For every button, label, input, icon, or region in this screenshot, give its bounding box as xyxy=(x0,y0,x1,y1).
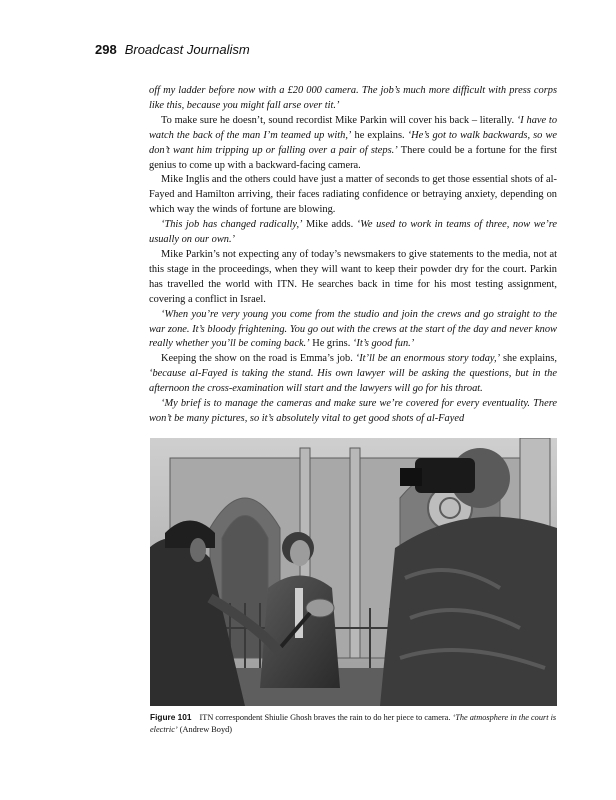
narrative-text: There could be a fortune for the first genius to come up with a backward-facing camera. xyxy=(149,144,557,171)
quote-text: ‘My brief is to manage the cameras and make sure we’re covered for every eventuality. There won’t be many pictures, so it’s absolutely vital to get good shots of al-Fayed xyxy=(149,398,557,424)
quote-text: ‘We used to work in teams of three, now we’re usually on our own.’ xyxy=(149,219,557,246)
quote-text: off my ladder before now with a £20 000 camera. The job’s much more difficult with press corps like this, because you might fall arse over tit.’ xyxy=(149,85,557,111)
figure-photo xyxy=(150,438,557,706)
figure-caption xyxy=(150,712,557,735)
caption-quote: ‘The atmosphere in the court is electric’ xyxy=(150,713,557,734)
quote-text: ‘It’ll be an enormous story today,’ xyxy=(355,353,501,365)
caption-text: ITN correspondent Shiulie Ghosh braves the rain to do her piece to camera. xyxy=(199,713,453,722)
paragraph-4 xyxy=(149,218,557,248)
body-text xyxy=(149,84,557,427)
paragraph-7 xyxy=(149,352,557,397)
quote-text: ‘When you’re very young you come from the studio and join the crews and go straight to the war zone. It’s bloody frightening. You go out with the crews at the start of the day and never know really whether you’ll be coming back.’ xyxy=(149,308,557,350)
paragraph-2 xyxy=(149,114,557,174)
paragraph-5 xyxy=(149,248,557,308)
quote-text: ‘It’s good fun.’ xyxy=(352,338,415,350)
narrative-text: To make sure he doesn’t, sound recordist Mike Parkin will cover his back – literally. xyxy=(161,114,517,126)
narrative-text: Keeping the show on the road is Emma’s job. xyxy=(161,353,356,365)
quote-text: ‘He’s got to walk backwards, so we don’t want him tripping up or falling over a pair of steps.’ xyxy=(149,129,558,156)
narrative-text: He grins. xyxy=(309,338,353,350)
narrative-text: Mike adds. xyxy=(302,219,357,231)
narrative-text: he explains. xyxy=(351,129,408,141)
paragraph-6 xyxy=(149,308,557,353)
quote-text: ‘because al-Fayed is taking the stand. His own lawyer will be asking the questions, but in the afternoon the cross-examination will start and the lawyers will go for his throat. xyxy=(149,368,557,395)
photo-illustration xyxy=(150,438,557,706)
book-title: Broadcast Journalism xyxy=(124,42,250,57)
figure-label: Figure 101 xyxy=(150,712,192,722)
paragraph-3 xyxy=(149,173,557,218)
running-header xyxy=(95,42,250,58)
quote-text: ‘This job has changed radically,’ xyxy=(161,219,303,231)
paragraph-1 xyxy=(149,84,557,114)
narrative-text: Mike Inglis and the others could have just a matter of seconds to get those essential shots of al-Fayed and Hamilton arriving, their faces radiating confidence or betraying anxiety, depending on which way the winds of fortune are blowing. xyxy=(149,174,557,216)
caption-credit: (Andrew Boyd) xyxy=(177,724,233,734)
page-number: 298 xyxy=(95,42,117,57)
narrative-text: she explains, xyxy=(500,353,557,365)
paragraph-8 xyxy=(149,397,557,427)
narrative-text: Mike Parkin’s not expecting any of today’s newsmakers to give statements to the media, not at this stage in the proceedings, when they will want to keep their powder dry for the court. Parkin has travelled the world with ITN. He searches back in time for his most testing assignment, covering a conflict in Israel. xyxy=(149,248,557,305)
quote-text: ‘I have to watch the back of the man I’m teamed up with,’ xyxy=(149,114,558,141)
